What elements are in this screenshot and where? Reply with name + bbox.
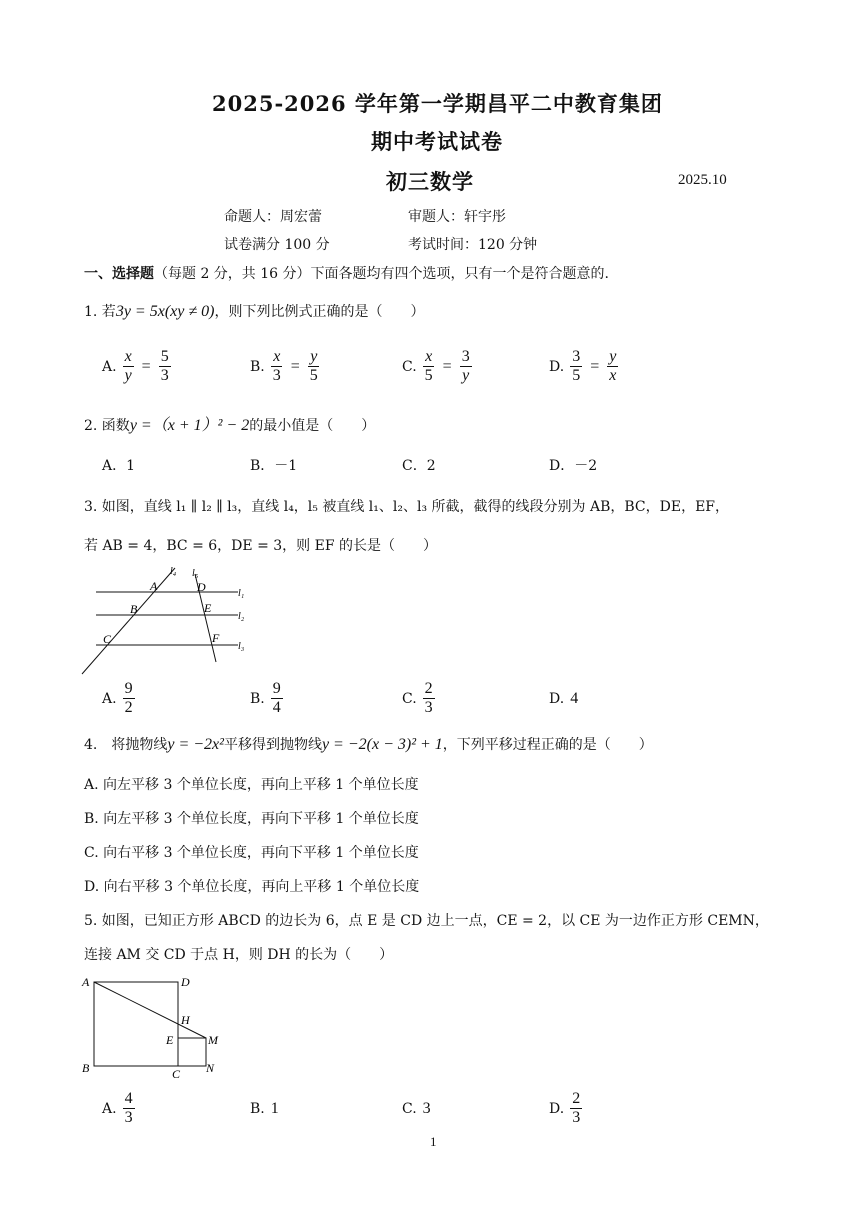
label-D: D xyxy=(197,580,206,594)
label-C: C xyxy=(103,632,112,646)
square-cemn xyxy=(178,1038,206,1066)
q2-option-c[interactable]: C．2 xyxy=(402,458,436,474)
fraction: $\frac{2}{3}$ xyxy=(424,680,433,716)
label-C: C xyxy=(172,1067,181,1080)
option-letter: B. xyxy=(250,358,265,375)
fraction: $\frac{9}{4}$ xyxy=(272,680,281,716)
q1-option-d[interactable]: D. $\frac{3}{5}$ = $\frac{y}{x}$ xyxy=(549,348,617,384)
q4-option-b[interactable]: B. 向左平移 3 个单位长度，再向下平移 1 个单位长度 xyxy=(84,811,419,827)
label-A: A xyxy=(150,579,158,593)
q2-option-d[interactable]: D．－2 xyxy=(549,458,598,474)
exam-title: 2025-2026 学年第一学期昌平二中教育集团 xyxy=(212,91,663,116)
line-l4 xyxy=(82,568,175,674)
q5-option-b[interactable] xyxy=(250,1100,279,1118)
label-H: H xyxy=(181,1013,190,1027)
q4-option-c[interactable]: C. 向右平移 3 个单位长度，再向下平移 1 个单位长度 xyxy=(84,845,419,861)
question-4 xyxy=(84,735,653,755)
fraction: $\frac{y}{x}$ xyxy=(609,348,617,384)
option-letter: D. xyxy=(549,691,565,707)
option-letter: A. xyxy=(102,358,117,375)
full-score: 试卷满分 100 分 xyxy=(224,237,330,253)
exam-subtitle: 期中考试试卷 xyxy=(371,129,503,154)
label-M: M xyxy=(208,1033,218,1047)
exam-date: 2025.10 xyxy=(678,172,727,188)
question-3-line2: 若 AB = 4，BC = 6，DE = 3，则 EF 的长是（ ） xyxy=(84,538,438,554)
q4-expr2: y = −2(x − 3)² + 1 xyxy=(321,736,443,753)
q2-tail: 的最小值是（ ） xyxy=(249,418,376,434)
fraction: $\frac{5}{3}$ xyxy=(160,348,169,384)
q5-option-a[interactable] xyxy=(102,1090,135,1127)
label-N: N xyxy=(206,1061,215,1075)
q4-option-a[interactable]: A. 向左平移 3 个单位长度，再向上平移 1 个单位长度 xyxy=(84,777,419,793)
q4-expr1: y = −2x² xyxy=(167,736,224,753)
label-B: B xyxy=(130,602,138,616)
option-letter: D. xyxy=(549,1100,565,1117)
option-value: 1 xyxy=(270,1100,279,1117)
q2-num: 2. 函数 xyxy=(84,418,130,434)
q5-option-d[interactable] xyxy=(549,1090,582,1127)
q5-option-c[interactable] xyxy=(402,1100,431,1118)
q1-expr: 3y = 5x(xy ≠ 0) xyxy=(115,303,215,320)
q3-option-c[interactable] xyxy=(402,680,435,717)
q1-num: 1. 若 xyxy=(84,304,116,320)
q4-num: 4. 将抛物线 xyxy=(84,737,168,753)
q3-figure xyxy=(78,562,258,678)
q1-option-b[interactable]: B. $\frac{x}{3}$ = $\frac{y}{5}$ xyxy=(250,348,318,384)
q1-tail: ，则下列比例式正确的是（ ） xyxy=(214,304,425,320)
label-D: D xyxy=(181,975,190,989)
label-A: A xyxy=(82,975,90,989)
fraction: $\frac{y}{5}$ xyxy=(309,348,318,384)
label-l2: l₂ xyxy=(238,611,245,622)
q4-tail: ，下列平移过程正确的是（ ） xyxy=(442,737,653,753)
option-letter: D. xyxy=(549,358,565,375)
question-1 xyxy=(84,302,424,322)
q3-option-b[interactable] xyxy=(250,680,283,717)
label-l3: l₃ xyxy=(238,641,245,652)
question-2 xyxy=(84,416,375,436)
question-3-line1: 3. 如图，直线 l₁ ∥ l₂ ∥ l₃，直线 l₄，l₅ 被直线 l₁、l₂、l₃ 所截，截得的线段分别为 AB，BC，DE，EF， xyxy=(84,499,729,515)
label-l1: l₁ xyxy=(238,588,245,599)
q3-option-d[interactable] xyxy=(549,690,578,708)
question-5-line2: 连接 AM 交 CD 于点 H，则 DH 的长为（ ） xyxy=(84,947,394,963)
option-letter: C. xyxy=(402,358,417,375)
q5-figure xyxy=(78,970,228,1080)
label-B: B xyxy=(82,1061,90,1075)
option-letter: A. xyxy=(102,690,117,707)
fraction: $\frac{3}{5}$ xyxy=(572,348,581,384)
q4-option-d[interactable]: D. 向右平移 3 个单位长度，再向上平移 1 个单位长度 xyxy=(84,879,420,895)
option-letter: B. xyxy=(250,1101,265,1117)
label-l5: l₅ xyxy=(192,568,199,579)
fraction: $\frac{x}{y}$ xyxy=(124,348,132,384)
subject-title: 初三数学 xyxy=(386,169,474,194)
fraction: $\frac{x}{3}$ xyxy=(272,348,281,384)
q4-mid: 平移得到抛物线 xyxy=(223,737,322,753)
q2-expr: y =（x + 1）² − 2 xyxy=(129,417,250,434)
q1-option-c[interactable]: C. $\frac{x}{5}$ = $\frac{3}{y}$ xyxy=(402,348,470,384)
option-value: 4 xyxy=(570,690,579,707)
option-letter: A. xyxy=(102,1100,117,1117)
label-F: F xyxy=(212,631,220,645)
reviewer: 审题人：轩宇彤 xyxy=(408,209,506,225)
square-abcd xyxy=(94,982,178,1066)
section-desc: （每题 2 分，共 16 分）下面各题均有四个选项，只有一个是符合题意的. xyxy=(154,266,609,282)
page-number: 1 xyxy=(430,1134,437,1149)
fraction: $\frac{3}{y}$ xyxy=(461,348,470,384)
label-l4: l₄ xyxy=(170,566,177,577)
option-letter: B. xyxy=(250,690,265,707)
q3-option-a[interactable] xyxy=(102,680,135,717)
author: 命题人：周宏蕾 xyxy=(224,209,322,225)
segment-am xyxy=(94,982,206,1038)
question-5-line1: 5. 如图，已知正方形 ABCD 的边长为 6，点 E 是 CD 边上一点，CE = 2，以 CE 为一边作正方形 CEMN， xyxy=(84,913,769,929)
section-label: 一、选择题 xyxy=(84,266,154,282)
fraction: $\frac{2}{3}$ xyxy=(572,1090,581,1126)
q2-option-a[interactable]: A．1 xyxy=(102,458,136,474)
fraction: $\frac{9}{2}$ xyxy=(124,680,133,716)
q1-option-a[interactable]: A. $\frac{x}{y}$ = $\frac{5}{3}$ xyxy=(102,348,169,384)
section-heading xyxy=(84,264,609,284)
option-letter: C. xyxy=(402,690,417,707)
option-value: 3 xyxy=(422,1100,431,1117)
exam-time: 考试时间：120 分钟 xyxy=(408,237,538,253)
q2-option-b[interactable]: B．－1 xyxy=(250,458,298,474)
label-E: E xyxy=(204,601,212,615)
label-E: E xyxy=(166,1033,174,1047)
fraction: $\frac{x}{5}$ xyxy=(424,348,433,384)
fraction: $\frac{4}{3}$ xyxy=(124,1090,133,1126)
option-letter: C. xyxy=(402,1101,417,1117)
